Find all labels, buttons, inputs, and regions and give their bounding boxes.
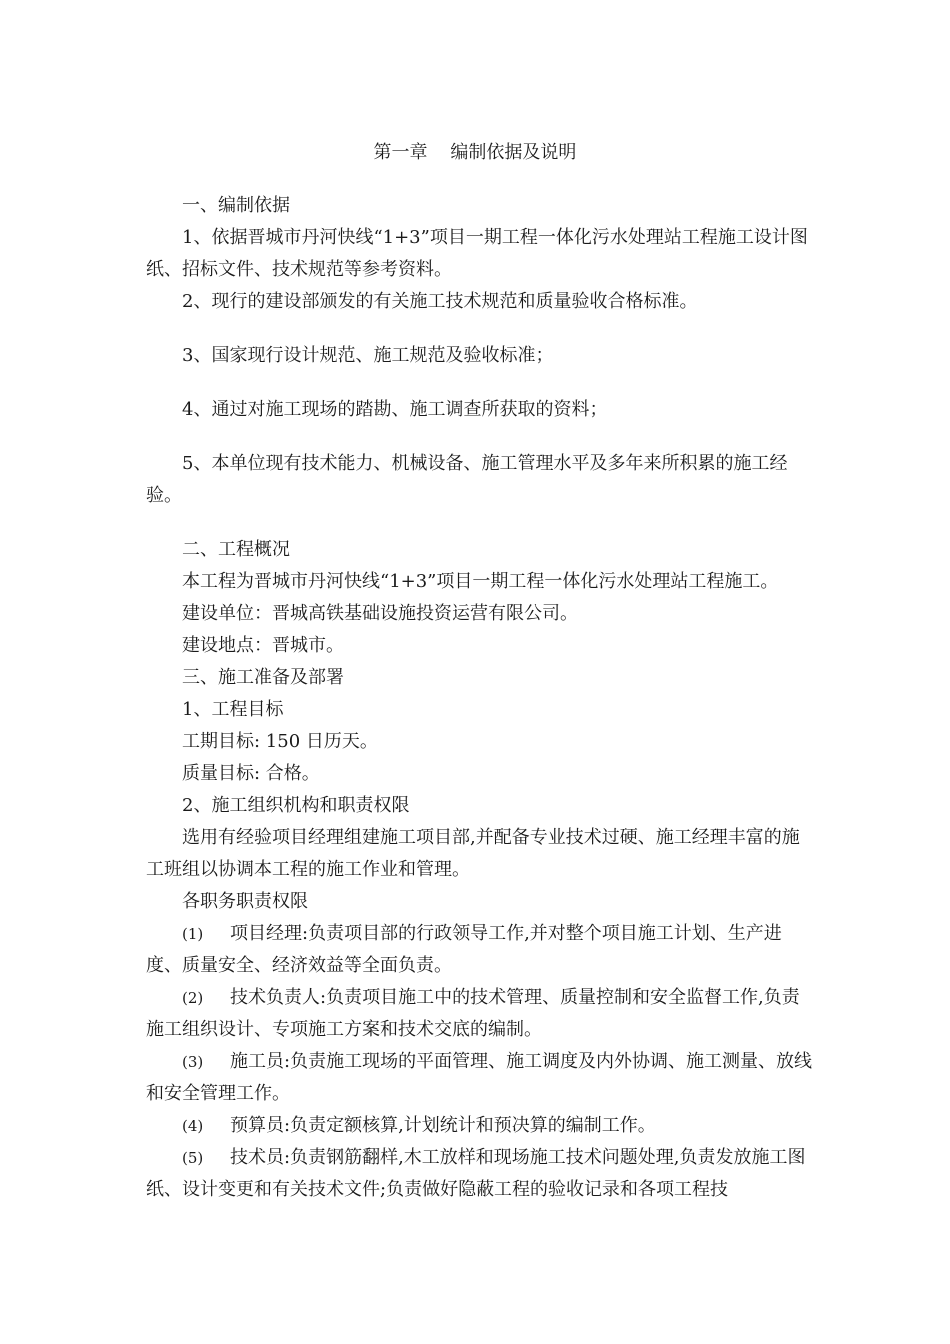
role-item bbox=[146, 1110, 814, 1142]
schedule-goal: 工期目标: 150 日历天。 bbox=[182, 731, 378, 752]
basis-item-5: 5、本单位现有技术能力、机械设备、施工管理水平及多年来所积累的施工经验。 bbox=[146, 453, 788, 506]
basis-item-4: 4、通过对施工现场的踏勘、施工调查所获取的资料； bbox=[182, 399, 608, 420]
role-item bbox=[146, 1046, 814, 1110]
basis-item-2: 2、现行的建设部颁发的有关施工技术规范和质量验收合格标准。 bbox=[182, 291, 698, 312]
role-number: (4) bbox=[182, 1117, 204, 1135]
construction-site: 建设地点：晋城市。 bbox=[182, 635, 344, 656]
role-text: 项目经理:负责项目部的行政领导工作,并对整个项目施工计划、生产进度、质量安全、经济效益等全面负责。 bbox=[146, 923, 782, 976]
basis-item-3: 3、国家现行设计规范、施工规范及验收标准； bbox=[182, 345, 554, 366]
subheading-goals: 1、工程目标 bbox=[182, 699, 284, 720]
roles-heading: 各职务职责权限 bbox=[182, 891, 308, 912]
organization-text: 选用有经验项目经理组建施工项目部,并配备专业技术过硬、施工经理丰富的施工班组以协调本工程的施工作业和管理。 bbox=[146, 827, 800, 880]
role-number: (5) bbox=[182, 1149, 204, 1167]
quality-goal: 质量目标: 合格。 bbox=[182, 763, 320, 784]
role-item bbox=[146, 982, 814, 1046]
subheading-organization: 2、施工组织机构和职责权限 bbox=[182, 795, 410, 816]
document-body bbox=[146, 190, 814, 1206]
construction-unit: 建设单位：晋城高铁基础设施投资运营有限公司。 bbox=[182, 603, 578, 624]
role-text: 技术负责人:负责项目施工中的技术管理、质量控制和安全监督工作,负责施工组织设计、专项施工方案和技术交底的编制。 bbox=[146, 987, 800, 1040]
role-text: 预算员:负责定额核算,计划统计和预决算的编制工作。 bbox=[230, 1115, 656, 1136]
role-text: 技术员:负责钢筋翻样,木工放样和现场施工技术问题处理,负责发放施工图纸、设计变更和有关技术文件;负责做好隐蔽工程的验收记录和各项工程技 bbox=[146, 1147, 806, 1200]
section-heading-overview: 二、工程概况 bbox=[182, 539, 290, 560]
role-item bbox=[146, 1142, 814, 1206]
role-text: 施工员:负责施工现场的平面管理、施工调度及内外协调、施工测量、放线和安全管理工作。 bbox=[146, 1051, 813, 1104]
chapter-title: 第一章 编制依据及说明 bbox=[373, 142, 577, 163]
role-number: (2) bbox=[182, 989, 204, 1007]
section-heading-basis: 一、编制依据 bbox=[182, 195, 290, 216]
overview-text: 本工程为晋城市丹河快线“1+3”项目一期工程一体化污水处理站工程施工。 bbox=[182, 571, 779, 592]
role-number: (1) bbox=[182, 925, 204, 943]
role-number: (3) bbox=[182, 1053, 204, 1071]
section-heading-preparation: 三、施工准备及部署 bbox=[182, 667, 344, 688]
role-item bbox=[146, 918, 814, 982]
basis-item-1: 1、依据晋城市丹河快线“1+3”项目一期工程一体化污水处理站工程施工设计图纸、招标文件、技术规范等参考资料。 bbox=[146, 227, 808, 280]
